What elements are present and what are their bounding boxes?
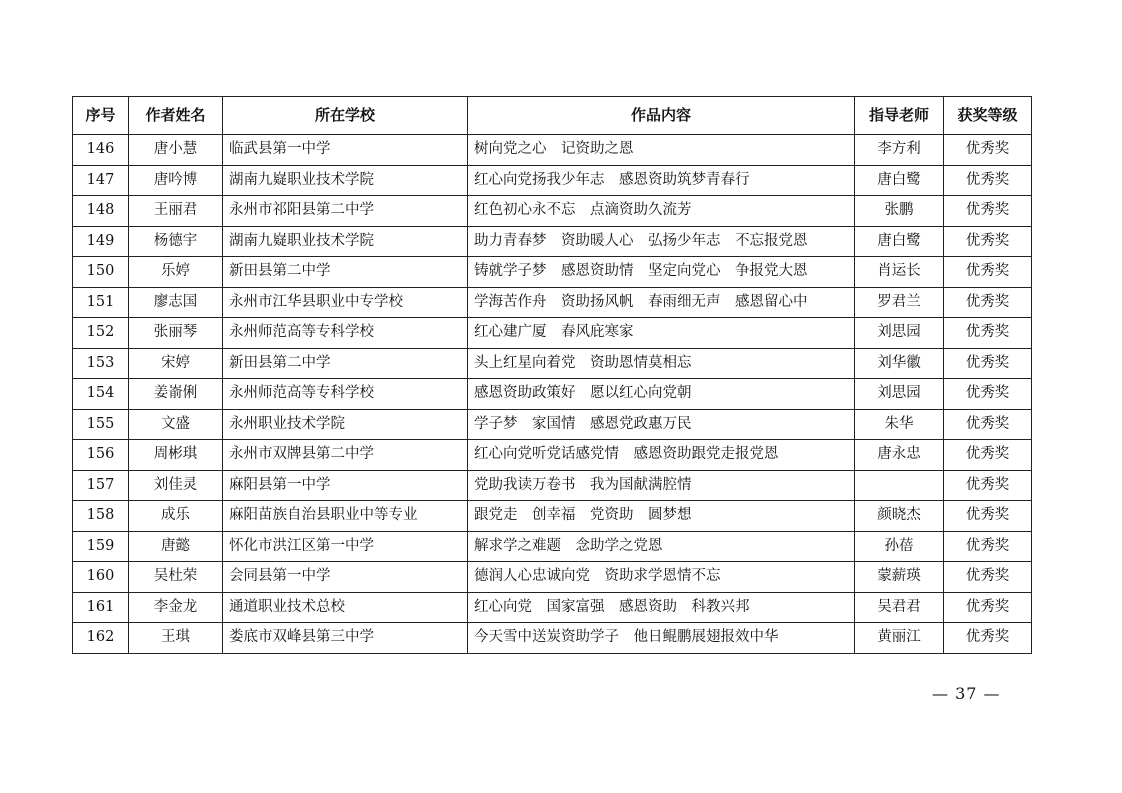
cell-school: 临武县第一中学 bbox=[223, 135, 468, 166]
awards-table bbox=[72, 96, 1032, 654]
table-row bbox=[73, 257, 1032, 288]
cell-serial-number: 148 bbox=[73, 196, 129, 227]
cell-serial-number: 158 bbox=[73, 501, 129, 532]
cell-advisor: 张鹏 bbox=[855, 196, 944, 227]
header-award-level: 获奖等级 bbox=[944, 97, 1032, 135]
cell-author-name: 张丽琴 bbox=[129, 318, 223, 349]
cell-author-name: 王琪 bbox=[129, 623, 223, 654]
cell-school: 麻阳苗族自治县职业中等专业 bbox=[223, 501, 468, 532]
cell-school: 永州市江华县职业中专学校 bbox=[223, 287, 468, 318]
cell-work-content: 感恩资助政策好 愿以红心向党朝 bbox=[468, 379, 855, 410]
cell-work-content: 解求学之难题 念助学之党恩 bbox=[468, 531, 855, 562]
cell-advisor: 蒙薪瑛 bbox=[855, 562, 944, 593]
cell-award-level: 优秀奖 bbox=[944, 257, 1032, 288]
cell-award-level: 优秀奖 bbox=[944, 531, 1032, 562]
cell-award-level: 优秀奖 bbox=[944, 318, 1032, 349]
cell-award-level: 优秀奖 bbox=[944, 440, 1032, 471]
cell-school: 怀化市洪江区第一中学 bbox=[223, 531, 468, 562]
cell-work-content: 红心向党听党话感党情 感恩资助跟党走报党恩 bbox=[468, 440, 855, 471]
table-row bbox=[73, 165, 1032, 196]
cell-advisor: 刘华徽 bbox=[855, 348, 944, 379]
cell-work-content: 红色初心永不忘 点滴资助久流芳 bbox=[468, 196, 855, 227]
cell-work-content: 红心建广厦 春风庇寒家 bbox=[468, 318, 855, 349]
cell-school: 永州市祁阳县第二中学 bbox=[223, 196, 468, 227]
cell-school: 永州市双牌县第二中学 bbox=[223, 440, 468, 471]
cell-advisor: 朱华 bbox=[855, 409, 944, 440]
cell-author-name: 姜嵛俐 bbox=[129, 379, 223, 410]
cell-school: 通道职业技术总校 bbox=[223, 592, 468, 623]
cell-award-level: 优秀奖 bbox=[944, 592, 1032, 623]
cell-work-content: 红心向党 国家富强 感恩资助 科教兴邦 bbox=[468, 592, 855, 623]
cell-serial-number: 155 bbox=[73, 409, 129, 440]
cell-serial-number: 162 bbox=[73, 623, 129, 654]
cell-school: 会同县第一中学 bbox=[223, 562, 468, 593]
table-row bbox=[73, 501, 1032, 532]
cell-school: 新田县第二中学 bbox=[223, 257, 468, 288]
cell-serial-number: 146 bbox=[73, 135, 129, 166]
cell-author-name: 唐小慧 bbox=[129, 135, 223, 166]
cell-advisor: 罗君兰 bbox=[855, 287, 944, 318]
table-row bbox=[73, 562, 1032, 593]
cell-serial-number: 153 bbox=[73, 348, 129, 379]
cell-work-content: 党助我读万卷书 我为国献满腔情 bbox=[468, 470, 855, 501]
table-row bbox=[73, 440, 1032, 471]
cell-school: 湖南九嶷职业技术学院 bbox=[223, 226, 468, 257]
table-row bbox=[73, 348, 1032, 379]
cell-award-level: 优秀奖 bbox=[944, 348, 1032, 379]
cell-advisor: 唐永忠 bbox=[855, 440, 944, 471]
cell-advisor: 刘思园 bbox=[855, 318, 944, 349]
header-advisor: 指导老师 bbox=[855, 97, 944, 135]
cell-advisor: 刘思园 bbox=[855, 379, 944, 410]
cell-award-level: 优秀奖 bbox=[944, 501, 1032, 532]
cell-advisor: 孙蓓 bbox=[855, 531, 944, 562]
table-row bbox=[73, 379, 1032, 410]
cell-award-level: 优秀奖 bbox=[944, 562, 1032, 593]
cell-serial-number: 147 bbox=[73, 165, 129, 196]
cell-serial-number: 161 bbox=[73, 592, 129, 623]
table-row bbox=[73, 592, 1032, 623]
cell-school: 湖南九嶷职业技术学院 bbox=[223, 165, 468, 196]
header-author-name: 作者姓名 bbox=[129, 97, 223, 135]
cell-author-name: 王丽君 bbox=[129, 196, 223, 227]
cell-author-name: 唐懿 bbox=[129, 531, 223, 562]
cell-work-content: 头上红星向着党 资助恩情莫相忘 bbox=[468, 348, 855, 379]
cell-advisor: 唐白鹭 bbox=[855, 165, 944, 196]
cell-work-content: 今天雪中送炭资助学子 他日鲲鹏展翅报效中华 bbox=[468, 623, 855, 654]
cell-author-name: 乐婷 bbox=[129, 257, 223, 288]
cell-advisor: 吴君君 bbox=[855, 592, 944, 623]
cell-author-name: 成乐 bbox=[129, 501, 223, 532]
cell-work-content: 红心向党扬我少年志 感恩资助筑梦青春行 bbox=[468, 165, 855, 196]
cell-advisor: 黄丽江 bbox=[855, 623, 944, 654]
cell-award-level: 优秀奖 bbox=[944, 470, 1032, 501]
cell-award-level: 优秀奖 bbox=[944, 226, 1032, 257]
cell-author-name: 唐吟博 bbox=[129, 165, 223, 196]
table-row bbox=[73, 135, 1032, 166]
cell-award-level: 优秀奖 bbox=[944, 379, 1032, 410]
table-row bbox=[73, 409, 1032, 440]
header-school: 所在学校 bbox=[223, 97, 468, 135]
cell-award-level: 优秀奖 bbox=[944, 409, 1032, 440]
cell-award-level: 优秀奖 bbox=[944, 165, 1032, 196]
cell-advisor bbox=[855, 470, 944, 501]
cell-serial-number: 156 bbox=[73, 440, 129, 471]
table-row bbox=[73, 531, 1032, 562]
cell-award-level: 优秀奖 bbox=[944, 287, 1032, 318]
header-serial-number: 序号 bbox=[73, 97, 129, 135]
cell-advisor: 李方利 bbox=[855, 135, 944, 166]
cell-award-level: 优秀奖 bbox=[944, 623, 1032, 654]
table-row bbox=[73, 623, 1032, 654]
cell-advisor: 颜晓杰 bbox=[855, 501, 944, 532]
cell-advisor: 唐白鹭 bbox=[855, 226, 944, 257]
cell-serial-number: 160 bbox=[73, 562, 129, 593]
cell-author-name: 吴杜荣 bbox=[129, 562, 223, 593]
cell-work-content: 学子梦 家国情 感恩党政惠万民 bbox=[468, 409, 855, 440]
cell-serial-number: 159 bbox=[73, 531, 129, 562]
cell-serial-number: 151 bbox=[73, 287, 129, 318]
cell-school: 永州师范高等专科学校 bbox=[223, 318, 468, 349]
cell-school: 新田县第二中学 bbox=[223, 348, 468, 379]
cell-author-name: 杨德宇 bbox=[129, 226, 223, 257]
table-row bbox=[73, 226, 1032, 257]
table-body bbox=[73, 135, 1032, 654]
cell-school: 永州职业技术学院 bbox=[223, 409, 468, 440]
cell-author-name: 廖志国 bbox=[129, 287, 223, 318]
cell-work-content: 铸就学子梦 感恩资助情 坚定向党心 争报党大恩 bbox=[468, 257, 855, 288]
cell-author-name: 宋婷 bbox=[129, 348, 223, 379]
table-header-row bbox=[73, 97, 1032, 135]
cell-work-content: 助力青春梦 资助暖人心 弘扬少年志 不忘报党恩 bbox=[468, 226, 855, 257]
cell-advisor: 肖运长 bbox=[855, 257, 944, 288]
cell-award-level: 优秀奖 bbox=[944, 196, 1032, 227]
cell-serial-number: 152 bbox=[73, 318, 129, 349]
cell-author-name: 刘佳灵 bbox=[129, 470, 223, 501]
cell-school: 娄底市双峰县第三中学 bbox=[223, 623, 468, 654]
table-row bbox=[73, 318, 1032, 349]
cell-author-name: 周彬琪 bbox=[129, 440, 223, 471]
page-number: — 37 — bbox=[932, 684, 1001, 703]
cell-author-name: 文盛 bbox=[129, 409, 223, 440]
cell-serial-number: 150 bbox=[73, 257, 129, 288]
cell-school: 麻阳县第一中学 bbox=[223, 470, 468, 501]
table-row bbox=[73, 196, 1032, 227]
cell-serial-number: 149 bbox=[73, 226, 129, 257]
cell-author-name: 李金龙 bbox=[129, 592, 223, 623]
cell-work-content: 德润人心忠诚向党 资助求学恩情不忘 bbox=[468, 562, 855, 593]
cell-work-content: 跟党走 创幸福 党资助 圆梦想 bbox=[468, 501, 855, 532]
cell-school: 永州师范高等专科学校 bbox=[223, 379, 468, 410]
table-row bbox=[73, 287, 1032, 318]
cell-award-level: 优秀奖 bbox=[944, 135, 1032, 166]
cell-serial-number: 154 bbox=[73, 379, 129, 410]
table-row bbox=[73, 470, 1032, 501]
cell-work-content: 学海苦作舟 资助扬风帆 春雨细无声 感恩留心中 bbox=[468, 287, 855, 318]
cell-serial-number: 157 bbox=[73, 470, 129, 501]
cell-work-content: 树向党之心 记资助之恩 bbox=[468, 135, 855, 166]
header-work-content: 作品内容 bbox=[468, 97, 855, 135]
